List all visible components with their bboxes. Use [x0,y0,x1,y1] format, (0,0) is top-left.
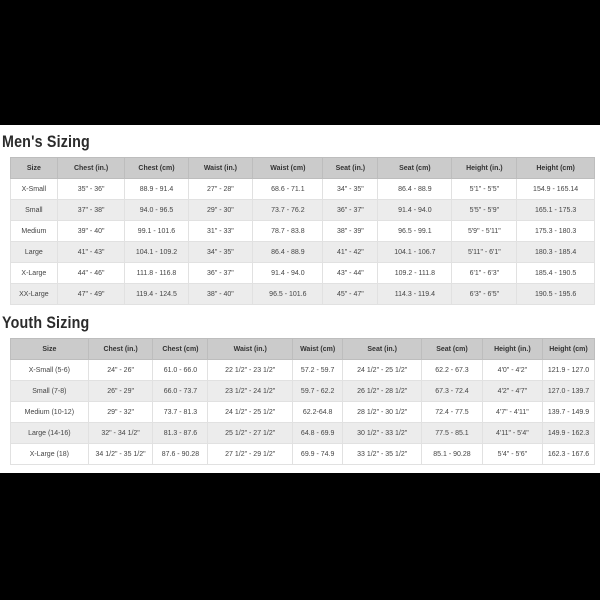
column-header: Size [11,158,58,179]
size-cell: X-Large (18) [11,444,89,465]
table-cell: 24 1/2" - 25 1/2" [343,360,422,381]
table-row [11,284,595,305]
table-cell: 26 1/2" - 28 1/2" [343,381,422,402]
table-cell: 104.1 - 106.7 [378,242,452,263]
table-cell: 27" - 28" [188,179,253,200]
table-cell: 165.1 - 175.3 [517,200,595,221]
table-cell: 78.7 - 83.8 [253,221,323,242]
size-cell: Small [11,200,58,221]
table-row [11,200,595,221]
size-cell: X-Large [11,263,58,284]
header-row [11,339,595,360]
table-cell: 180.3 - 185.4 [517,242,595,263]
table-cell: 24 1/2" - 25 1/2" [208,402,293,423]
bottom-black-bar [0,473,600,600]
table-cell: 36" - 37" [188,263,253,284]
size-cell: Medium [11,221,58,242]
table-cell: 5'4" - 5'6" [482,444,542,465]
column-header: Waist (in.) [188,158,253,179]
column-header: Chest (in.) [88,339,153,360]
table-cell: 38" - 40" [188,284,253,305]
table-cell: 81.3 - 87.6 [153,423,208,444]
column-header: Seat (in.) [343,339,422,360]
table-cell: 86.4 - 88.9 [378,179,452,200]
table-cell: 57.2 - 59.7 [293,360,343,381]
size-cell: X-Small [11,179,58,200]
header-row [11,158,595,179]
table-cell: 94.0 - 96.5 [125,200,188,221]
table-cell: 27 1/2" - 29 1/2" [208,444,293,465]
table-cell: 35" - 36" [57,179,125,200]
table-cell: 5'9" - 5'11" [452,221,517,242]
table-row [11,423,595,444]
table-cell: 190.5 - 195.6 [517,284,595,305]
table-cell: 41" - 43" [57,242,125,263]
table-cell: 45" - 47" [323,284,378,305]
table-cell: 86.4 - 88.9 [253,242,323,263]
table-cell: 109.2 - 111.8 [378,263,452,284]
column-header: Waist (cm) [293,339,343,360]
table-cell: 77.5 - 85.1 [422,423,483,444]
column-header: Seat (cm) [422,339,483,360]
column-header: Chest (cm) [153,339,208,360]
size-cell: Large [11,242,58,263]
table-cell: 41" - 42" [323,242,378,263]
table-cell: 88.9 - 91.4 [125,179,188,200]
table-cell: 139.7 - 149.9 [542,402,594,423]
table-cell: 66.0 - 73.7 [153,381,208,402]
table-row [11,360,595,381]
table-cell: 33 1/2" - 35 1/2" [343,444,422,465]
table-cell: 37" - 38" [57,200,125,221]
size-cell: Small (7-8) [11,381,89,402]
column-header: Waist (in.) [208,339,293,360]
sizing-chart-panel [0,125,600,473]
column-header: Seat (in.) [323,158,378,179]
table-cell: 96.5 - 99.1 [378,221,452,242]
table-cell: 29" - 30" [188,200,253,221]
table-cell: 99.1 - 101.6 [125,221,188,242]
table-cell: 25 1/2" - 27 1/2" [208,423,293,444]
table-cell: 68.6 - 71.1 [253,179,323,200]
table-cell: 34" - 35" [323,179,378,200]
column-header: Size [11,339,89,360]
table-cell: 22 1/2" - 23 1/2" [208,360,293,381]
table-cell: 121.9 - 127.0 [542,360,594,381]
table-cell: 175.3 - 180.3 [517,221,595,242]
table-cell: 30 1/2" - 33 1/2" [343,423,422,444]
table-row [11,402,595,423]
size-cell: Medium (10-12) [11,402,89,423]
table-row [11,263,595,284]
column-header: Seat (cm) [378,158,452,179]
table-cell: 149.9 - 162.3 [542,423,594,444]
table-cell: 96.5 - 101.6 [253,284,323,305]
column-header: Height (in.) [452,158,517,179]
table-cell: 62.2-64.8 [293,402,343,423]
table-cell: 104.1 - 109.2 [125,242,188,263]
table-cell: 85.1 - 90.28 [422,444,483,465]
table-cell: 185.4 - 190.5 [517,263,595,284]
table-cell: 28 1/2" - 30 1/2" [343,402,422,423]
table-cell: 4'11" - 5'4" [482,423,542,444]
size-cell: XX-Large [11,284,58,305]
table-cell: 6'1" - 6'3" [452,263,517,284]
table-cell: 32" - 34 1/2" [88,423,153,444]
table-cell: 6'3" - 6'5" [452,284,517,305]
table-cell: 59.7 - 62.2 [293,381,343,402]
youth-sizing-title: Youth Sizing [2,313,90,332]
table-cell: 73.7 - 76.2 [253,200,323,221]
table-cell: 154.9 - 165.14 [517,179,595,200]
table-cell: 31" - 33" [188,221,253,242]
table-cell: 44" - 46" [57,263,125,284]
table-row [11,381,595,402]
column-header: Chest (cm) [125,158,188,179]
table-cell: 91.4 - 94.0 [378,200,452,221]
table-cell: 5'5" - 5'9" [452,200,517,221]
mens-sizing-title: Men's Sizing [2,132,90,151]
table-cell: 119.4 - 124.5 [125,284,188,305]
table-row [11,444,595,465]
table-cell: 29" - 32" [88,402,153,423]
table-cell: 127.0 - 139.7 [542,381,594,402]
table-cell: 43" - 44" [323,263,378,284]
table-cell: 62.2 - 67.3 [422,360,483,381]
size-cell: X-Small (5-6) [11,360,89,381]
table-cell: 5'11" - 6'1" [452,242,517,263]
column-header: Height (in.) [482,339,542,360]
table-cell: 38" - 39" [323,221,378,242]
column-header: Waist (cm) [253,158,323,179]
table-cell: 34 1/2" - 35 1/2" [88,444,153,465]
youth-sizing-table [10,338,595,465]
mens-sizing-table [10,157,595,305]
table-cell: 4'2" - 4'7" [482,381,542,402]
table-cell: 162.3 - 167.6 [542,444,594,465]
table-cell: 4'7" - 4'11" [482,402,542,423]
table-cell: 24" - 26" [88,360,153,381]
table-cell: 64.8 - 69.9 [293,423,343,444]
top-black-bar [0,0,600,125]
table-row [11,179,595,200]
size-cell: Large (14-16) [11,423,89,444]
table-cell: 73.7 - 81.3 [153,402,208,423]
column-header: Chest (in.) [57,158,125,179]
table-cell: 114.3 - 119.4 [378,284,452,305]
table-cell: 87.6 - 90.28 [153,444,208,465]
table-cell: 26" - 29" [88,381,153,402]
table-cell: 72.4 - 77.5 [422,402,483,423]
table-cell: 36" - 37" [323,200,378,221]
table-cell: 39" - 40" [57,221,125,242]
table-cell: 61.0 - 66.0 [153,360,208,381]
table-cell: 4'0" - 4'2" [482,360,542,381]
table-cell: 5'1" - 5'5" [452,179,517,200]
table-cell: 111.8 - 116.8 [125,263,188,284]
table-cell: 69.9 - 74.9 [293,444,343,465]
table-row [11,221,595,242]
column-header: Height (cm) [542,339,594,360]
column-header: Height (cm) [517,158,595,179]
table-cell: 67.3 - 72.4 [422,381,483,402]
table-row [11,242,595,263]
table-cell: 91.4 - 94.0 [253,263,323,284]
table-cell: 47" - 49" [57,284,125,305]
table-cell: 34" - 35" [188,242,253,263]
table-cell: 23 1/2" - 24 1/2" [208,381,293,402]
